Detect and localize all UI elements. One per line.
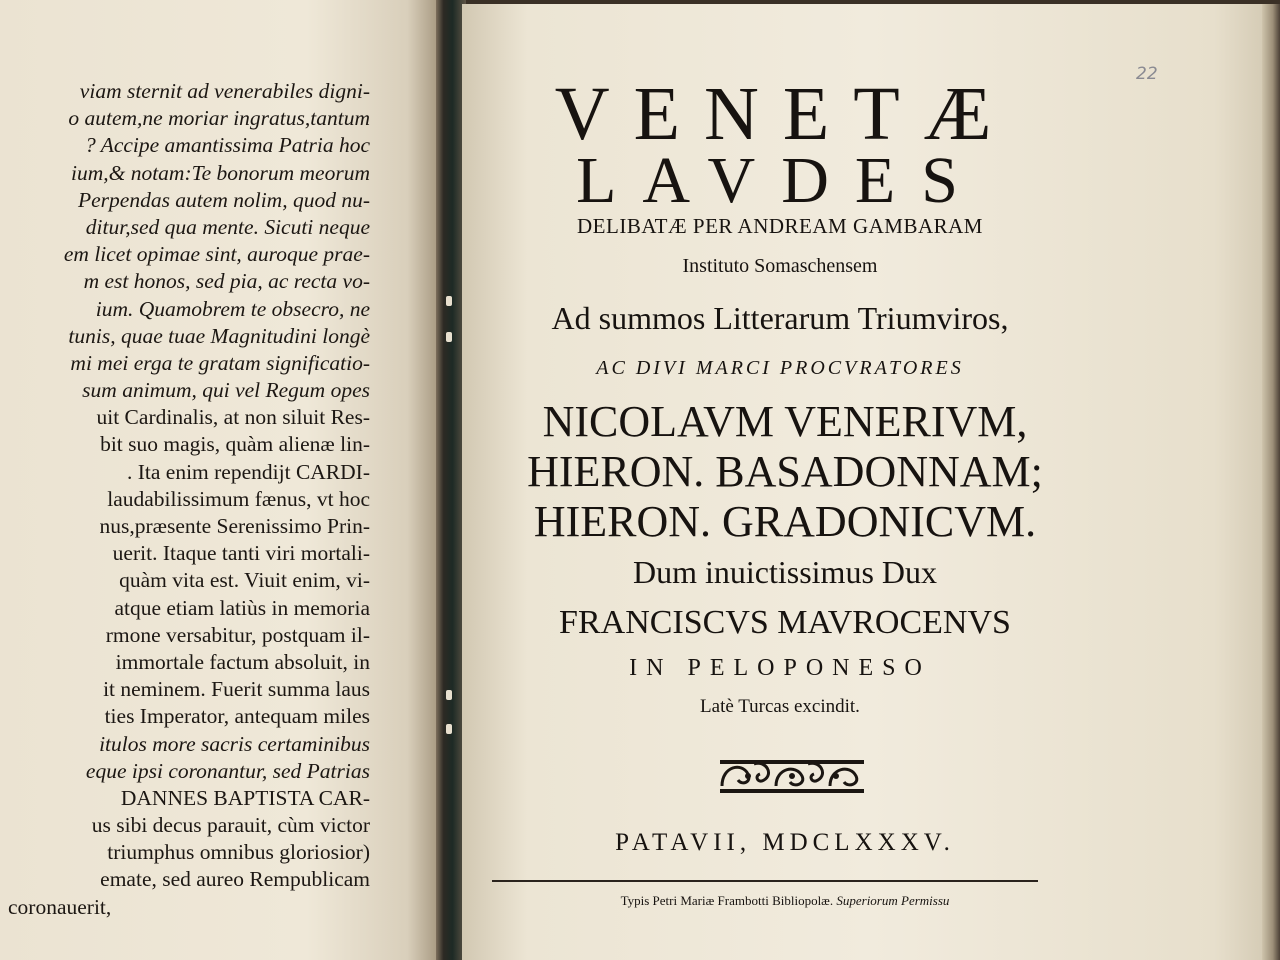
- institute-line: Instituto Somaschensem: [682, 255, 878, 277]
- dedication-line: Ad summos Litterarum Triumviros,: [551, 300, 1009, 336]
- left-text-line: ium,& notam:Te bonorum meorum: [70, 160, 370, 185]
- left-page-text: [6, 78, 426, 921]
- left-text-line: tunis, quae tuae Magnitudini longè: [68, 323, 370, 348]
- printer-rule: [492, 880, 1038, 882]
- left-text-line: bit suo magis, quàm alienæ lin-: [100, 432, 370, 457]
- binding-stitch: [446, 332, 452, 342]
- left-text-line: viam sternit ad venerabiles digni-: [79, 79, 370, 103]
- dedicatee-name: NICOLAVM VENERIVM,: [542, 397, 1028, 446]
- binding-stitch: [446, 724, 452, 734]
- left-text-line: ? Accipe amantissima Patria hoc: [84, 133, 370, 158]
- permission-text: Superiorum Permissu: [836, 893, 950, 908]
- left-text-line: quàm vita est. Viuit enim, vi-: [119, 568, 370, 593]
- left-text-line: nus,præsente Serenissimo Prin-: [99, 514, 370, 538]
- peloponeso-line: IN PELOPONESO: [629, 655, 931, 681]
- left-text-line: mi mei erga te gratam significatio-: [70, 350, 370, 375]
- left-text-line: ties Imperator, antequam miles: [104, 704, 370, 729]
- left-text-line: m est honos, sed pia, ac recta vo-: [83, 269, 370, 294]
- printer-name: Typis Petri Mariæ Frambotti Bibliopolæ.: [620, 893, 834, 908]
- left-text-line: sum animum, qui vel Regum opes: [82, 378, 370, 403]
- left-text-line: uerit. Itaque tanti viri mortali-: [112, 541, 370, 566]
- binding-stitch: [446, 296, 452, 306]
- left-page: [0, 0, 438, 960]
- left-text-line: o autem,ne moriar ingratus,tantum: [68, 106, 370, 131]
- late-line: Latè Turcas excindit.: [700, 696, 860, 717]
- left-text-line: triumphus omnibus gloriosior): [107, 840, 370, 865]
- dedicatee-name: HIERON. GRADONICVM.: [533, 497, 1037, 546]
- left-text-line: DANNES BAPTISTA CAR-: [120, 785, 370, 810]
- left-text-line: us sibi decus parauit, cùm victor: [91, 813, 370, 838]
- left-text-line: uit Cardinalis, at non siluit Res-: [96, 405, 370, 430]
- left-text-line: rmone versabitur, postquam il-: [105, 622, 370, 647]
- dedicatee-name: HIERON. BASADONNAM;: [527, 447, 1043, 496]
- left-text-line: itulos more sacris certaminibus: [99, 731, 370, 756]
- procurators-line: AC DIVI MARCI PROCVRATORES: [596, 357, 964, 379]
- doge-name: FRANCISCVS MAVROCENVS: [559, 604, 1011, 641]
- left-text-line: immortale factum absoluit, in: [115, 649, 370, 674]
- title-laudes: LAVDES: [576, 144, 984, 217]
- printer-line: [480, 890, 1090, 912]
- binding-stitch: [446, 690, 452, 700]
- pencil-page-number: 22: [1136, 64, 1158, 84]
- left-text-line: emate, sed aureo Rempublicam: [100, 867, 370, 892]
- author-line: DELIBATÆ PER ANDREAM GAMBARAM: [577, 214, 983, 238]
- left-text-line: em licet opimae sint, auroque prae-: [63, 242, 370, 267]
- left-text-line: ium. Quamobrem te obsecro, ne: [95, 296, 370, 321]
- title-venetae: VENETÆ: [554, 72, 1016, 156]
- imprint-line: PATAVII, MDCLXXXV.: [615, 829, 955, 856]
- left-text-line: it neminem. Fuerit summa laus: [103, 677, 370, 702]
- left-text-line: coronauerit,: [8, 894, 112, 919]
- left-text-line: atque etiam latiùs in memoria: [114, 595, 370, 620]
- left-text-line: Perpendas autem nolim, quod nu-: [77, 187, 370, 212]
- dum-line: Dum inuictissimus Dux: [632, 554, 937, 590]
- left-text-line: eque ipsi coronantur, sed Patrias: [85, 758, 370, 783]
- printers-ornament: [718, 756, 866, 796]
- left-text-line: laudabilissimum fænus, vt hoc: [107, 486, 370, 511]
- page-edge: [1262, 4, 1280, 960]
- left-text-line: . Ita enim rependijt CARDI-: [126, 459, 370, 484]
- left-text-line: ditur,sed qua mente. Sicuti neque: [85, 214, 370, 239]
